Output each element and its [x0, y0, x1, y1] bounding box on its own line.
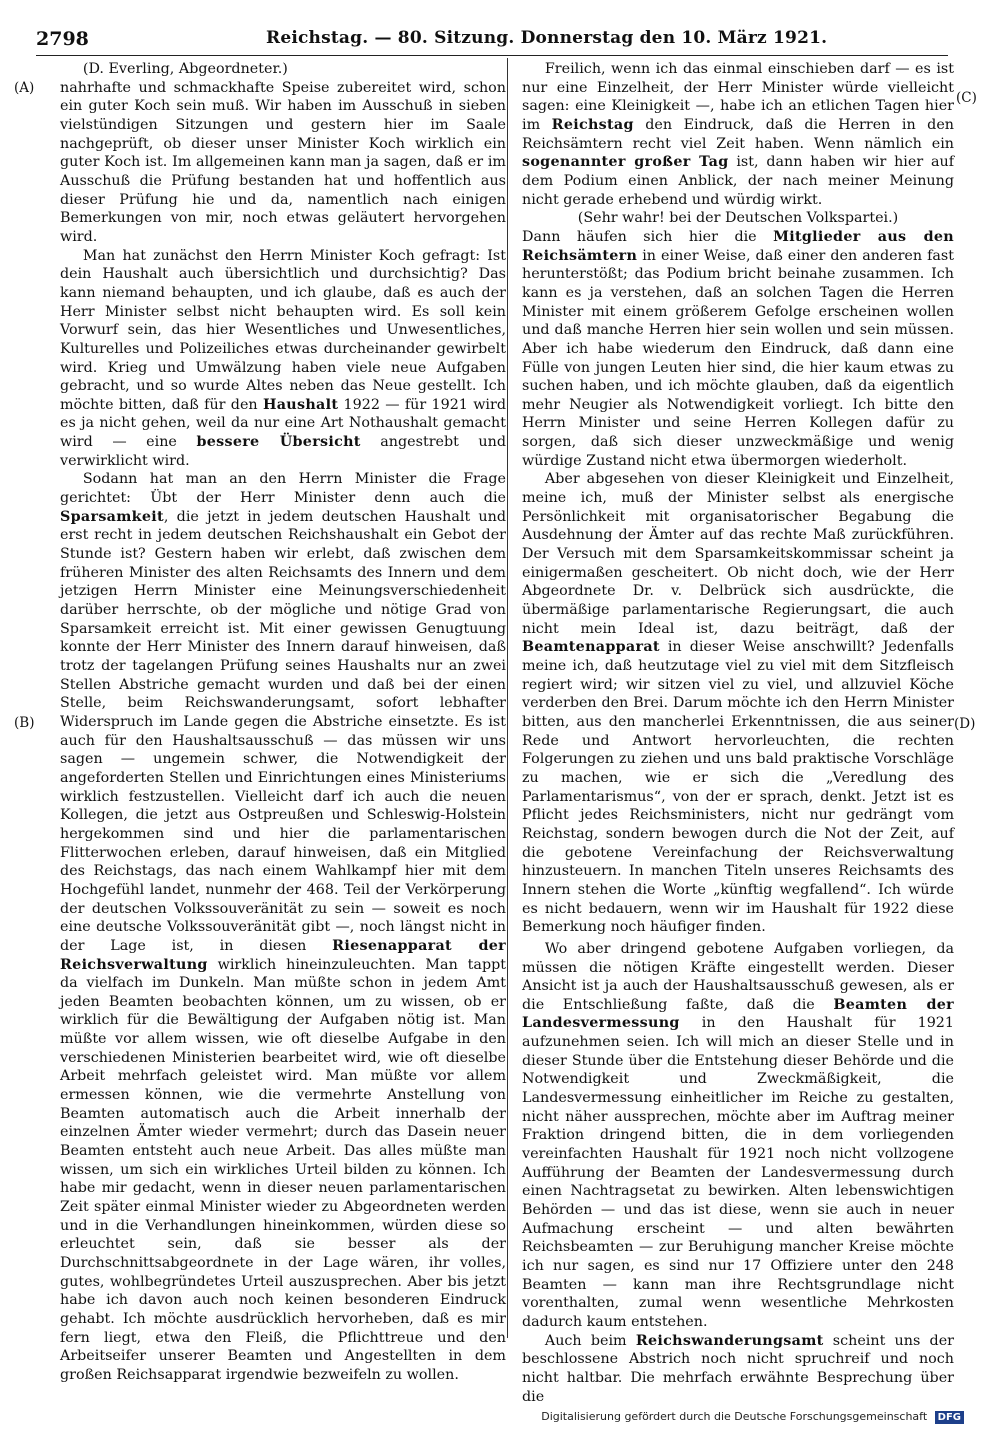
running-header	[36, 28, 948, 56]
paragraph-text: ist, dann haben wir hier auf dem Podium einen Anblick, der nach meiner Meinung nicht gerade erhebend und würdig wirkt.	[522, 154, 955, 208]
paragraph-text: Sodann hat man an den Herrn Minister die Frage gerichtet: Übt der Herr Minister denn auch die	[60, 471, 506, 507]
margin-marker-b: (B)	[14, 715, 35, 731]
running-title: Reichstag. — 80. Sitzung. Donnerstag den 10. März 1921.	[266, 28, 828, 48]
emphasis: Mitglieder aus den Reichsämtern	[522, 228, 954, 264]
margin-marker-a: (A)	[14, 80, 35, 96]
paragraph-text: Dann häufen sich hier die	[522, 228, 774, 245]
emphasis: Beamten der Landesvermessung	[522, 996, 954, 1032]
margin-marker-c: (C)	[956, 90, 977, 106]
margin-marker-d: (D)	[954, 716, 976, 732]
emphasis: Sparsamkeit	[60, 508, 164, 525]
paragraph	[60, 247, 506, 471]
emphasis: Beamtenapparat	[522, 639, 660, 656]
paragraph-text: in einer Weise, daß einer den anderen fast herunterstößt; das Podium bricht beinahe zusammen. Ich kann es ja verstehen, daß an solchen Tagen die Herren Minister mit einem größerem Gefolge erscheinen wollen und daß manche Herren hier sein wollen und sein müssen. Aber ich habe wiederum den Eindruck, daß dann eine Fülle von jungen Leuten hier sind, die hier kaum etwas zu suchen haben, und ich möchte glauben, daß da eigentlich mehr Neugier als Notwendigkeit vorliegt. Ich bitte den Herrn Minister und seine Herren Kollegen dafür zu sorgen, daß sich dieser unzweckmäßige und wenig würdige Zustand nicht etwa übermorgen wiederholt.	[522, 247, 954, 469]
emphasis: Reichstag	[551, 116, 634, 133]
speaker-line: (D. Everling, Abgeordneter.)	[82, 61, 288, 77]
right-column	[522, 60, 954, 1406]
paragraph-text: Aber abgesehen von dieser Kleinigkeit und Einzelheit, meine ich, muß der Minister selbst als energische Persönlichkeit mit organisatorischer Begabung die Ausdehnung der Ämter auf das rechte Maß zurückführen. Der Versuch mit dem Sparsamkeitskommissar scheint ja einigermaßen gescheitert. Ob nicht doch, wie der Herr Abgeordnete Dr. v. Delbrück sich ausdrückte, die übermäßige parlamentarische Regierungsart, die auch nicht mein Ideal ist, dazu beiträgt, daß der	[522, 471, 954, 637]
interjection: (Sehr wahr! bei der Deutschen Volkspartei.)	[577, 210, 899, 227]
header-rule	[36, 55, 948, 56]
paragraph	[60, 470, 506, 1384]
paragraph	[522, 940, 954, 1332]
paragraph-text: , die jetzt in jedem deutschen Haushalt und erst recht in jedem deutschen Reichshaushalt ein Gebot der Stunde ist? Gestern haben wir erlebt, daß zwischen dem früheren Minister des alten Reichsamts des Innern und dem jetzigen Herrn Minister eine Meinungsverschiedenheit darüber herrschte, ob der mögliche und nötige Grad von Sparsamkeit erreicht ist. Mit einer gewissen Genugtuung konnte der Herr Minister des Innern darauf hinweisen, daß trotz der tagelangen Prüfung seines Haushalts nur an zwei Stellen Abstriche gemacht wurden und daß bei der einen Stelle, beim Reichswanderungsamt, sofort lebhafter Widerspruch im Lande gegen die Abstriche einsetzte. Es ist auch für den Haushaltsausschuß — das müssen wir uns sagen — ungemein schwer, die Notwendigkeit der angeforderten Stellen und Einrichtungen eines Ministeriums wirklich festzustellen. Vielleicht darf ich auch die neuen Kollegen, die jetzt aus Ostpreußen und Schleswig-Holstein hergekommen sind und hier die parlamentarischen Flitterwochen erleben, darauf hinweisen, daß ein Mitglied des Reichstags, das nach einem Wahlkampf hier mit dem Hochgefühl landet, nunmehr der 468. Teil der Verkörperung der deutschen Volkssouveränität zu sein — soweit es noch eine deutsche Volkssouveränität gibt —, noch längst nicht in der Lage ist, in diesen	[60, 508, 506, 954]
paragraph-text: in dieser Weise anschwillt? Jedenfalls meine ich, daß heutzutage viel zu viel mit dem Sitzfleisch regiert wird; wir sitzen viel zu viel, und allzuviel Köche verderben den Brei. Darum möchte ich den Herrn Minister bitten, aus den mancherlei Erkenntnissen, die aus seiner Rede und Antwort hervorleuchten, die rechten Folgerungen zu ziehen und uns bald praktische Vorschläge zu machen, wie er sich die „Veredlung des Parlamentarismus“, von der er sprach, denkt. Jetzt ist es Pflicht jedes Reichsministers, nicht nur gedrängt vom Reichstag, sondern bewogen durch die Not der Zeit, auf die gebotene Vereinfachung der Reichsverwaltung hinzusteuern. In manchen Titeln unseres Reichsamts des Innern stehen die Worte „künftig wegfallend“. Ich würde es nicht bedauern, wenn wir im Haushalt für 1922 diese Bemerkung noch häufiger finden.	[522, 639, 954, 936]
paragraph	[60, 79, 506, 247]
paragraph-text: scheint uns der beschlossene Abstrich noch nicht spruchreif und noch nicht haltbar. Die mehrfach erwähnte Besprechung über die	[522, 1332, 954, 1405]
footer-credit	[541, 1410, 964, 1424]
emphasis: Haushalt	[262, 396, 339, 413]
paragraph-text: Wo aber dringend gebotene Aufgaben vorliegen, da müssen die nötigen Kräfte eingestellt werden. Dieser Ansicht ist ja auch der Haushaltsausschuß gewesen, als er die Entschließung faßte, daß die	[522, 940, 954, 1013]
emphasis: sogenannter großer Tag	[522, 154, 729, 171]
paragraph-text: Auch beim	[544, 1332, 636, 1349]
paragraph	[522, 228, 954, 471]
emphasis: bessere Übersicht	[196, 434, 361, 451]
paragraph	[522, 470, 954, 936]
paragraph-text: angestrebt und verwirklicht wird.	[60, 434, 506, 469]
paragraph-text: den Eindruck, daß die Herren in den Reichsämtern recht viel Zeit haben. Wenn nämlich ein	[522, 116, 954, 152]
page-number: 2798	[36, 28, 89, 50]
footer-credit-text: Digitalisierung gefördert durch die Deutsche Forschungsgemeinschaft	[541, 1410, 928, 1423]
emphasis: Riesenapparat der Reichsverwaltung	[60, 937, 506, 973]
paragraph-text: in den Haushalt für 1921 aufzunehmen seien. Ich will mich an dieser Stelle und in dieser Stunde über die Entstehung dieser Behörde und die Notwendigkeit und Zweckmäßigkeit, die Landesvermessung einheitlicher im Reiche zu gestalten, nicht näher aussprechen, möchte aber im Auftrag meiner Fraktion dringend bitten, die in dem vorliegenden vereinfachten Haushalt für 1921 noch nicht vollzogene Aufführung der Beamten der Landesvermessung durch einen Nachtragsetat zu bewirken. Alten lebenswichtigen Behörden — und das ist diese, wenn sie auch in neuer Aufmachung erscheint — und alten bewährten Reichsbeamten — zur Beruhigung mancher Kreise möchte ich nur sagen, es sind nur 17 Offiziere unter den 248 Beamten — kann man ihre Rechtsgrundlage nicht vorenthalten, zumal wenn wesentliche Mehrkosten dadurch kaum entstehen.	[522, 1015, 954, 1330]
paragraph-text: Freilich, wenn ich das einmal einschieben darf — es ist nur eine Einzelheit, der Herr Minister würde vielleicht sagen: eine Kleinigkeit —, habe ich an etlichen Tagen hier im	[522, 61, 954, 133]
paragraph-text: nahrhafte und schmackhafte Speise zubereitet wird, schon ein guter Koch sein muß. Wir haben im Ausschuß in sieben vielstündigen Sitzungen und gestern hier im Saale nachgeprüft, ob dieser unser Minister Koch wirklich ein guter Koch ist. Im allgemeinen kann man ja sagen, daß er im Ausschuß die Prüfung bestanden hat und hoffentlich aus dieser Prüfung hie und da, namentlich nach einigen Bemerkungen von mir, noch etwas geläutert hervorgehen wird.	[60, 79, 506, 245]
paragraph-text: Man hat zunächst den Herrn Minister Koch gefragt: Ist dein Haushalt auch übersichtlich und durchsichtig? Das kann niemand behaupten, und ich glaube, daß es auch der Herr Minister selbst nicht behaupten wird. Es soll kein Vorwurf sein, das hier Wesentliches und Unwesentliches, Kulturelles und Polizeiliches etwas durcheinander gewirbelt wird. Krieg und Umwälzung haben viele neue Aufgaben gebracht, und so wurde Altes neben das Neue gestellt. Ich möchte bitten, daß für den	[60, 247, 506, 413]
left-column	[60, 60, 506, 1385]
paragraph	[522, 60, 954, 209]
emphasis: Reichswanderungsamt	[635, 1332, 824, 1349]
paragraph-text: wirklich hineinzuleuchten. Man tappt da vielfach im Dunkeln. Man müßte schon in jedem Amt jeden Beamten beobachten können, um zu wissen, ob er wirklich für die Bewältigung der Aufgaben nötig ist. Man müßte vor allem wissen, wie oft dieselbe Aufgabe in den verschiedenen Ministerien bearbeitet wird, wie oft dieselbe Arbeit mehrfach geleistet wird. Man müßte vor allem ermessen können, wie die vermehrte Anstellung von Beamten automatisch auch die Arbeit innerhalb der einzelnen Ämter wieder vermehrt; durch das Dasein neuer Beamten entsteht auch neue Arbeit. Das alles müßte man wissen, um sich ein wirkliches Urteil bilden zu können. Ich habe mir gedacht, wenn in dieser neuen parlamentarischen Zeit später einmal Minister wieder zu Abgeordneten werden und in die Verhandlungen hineinkommen, würden diese so erleuchtet sein, daß sie besser als der Durchschnittsabgeordnete in der Lage wären, ihr volles, gutes, wohlbegründetes Urteil auszusprechen. Aber bis jetzt habe ich davon auch noch keinen besonderen Eindruck gehabt. Ich möchte ausdrücklich hervorheben, daß es mir fern liegt, etwa den Fleiß, die Pflichttreue und den Arbeitseifer unserer Beamten und Angestellten in dem großen Reichsapparat irgendwie bezweifeln zu wollen.	[60, 956, 506, 1383]
dfg-logo: DFG	[935, 1411, 964, 1424]
column-divider	[507, 58, 508, 1338]
paragraph	[522, 1332, 954, 1407]
paragraph-text: 1922 — für 1921 wird es ja nicht gehen, weil da nur eine Art Nothaushalt gemacht wird — eine	[60, 396, 506, 451]
